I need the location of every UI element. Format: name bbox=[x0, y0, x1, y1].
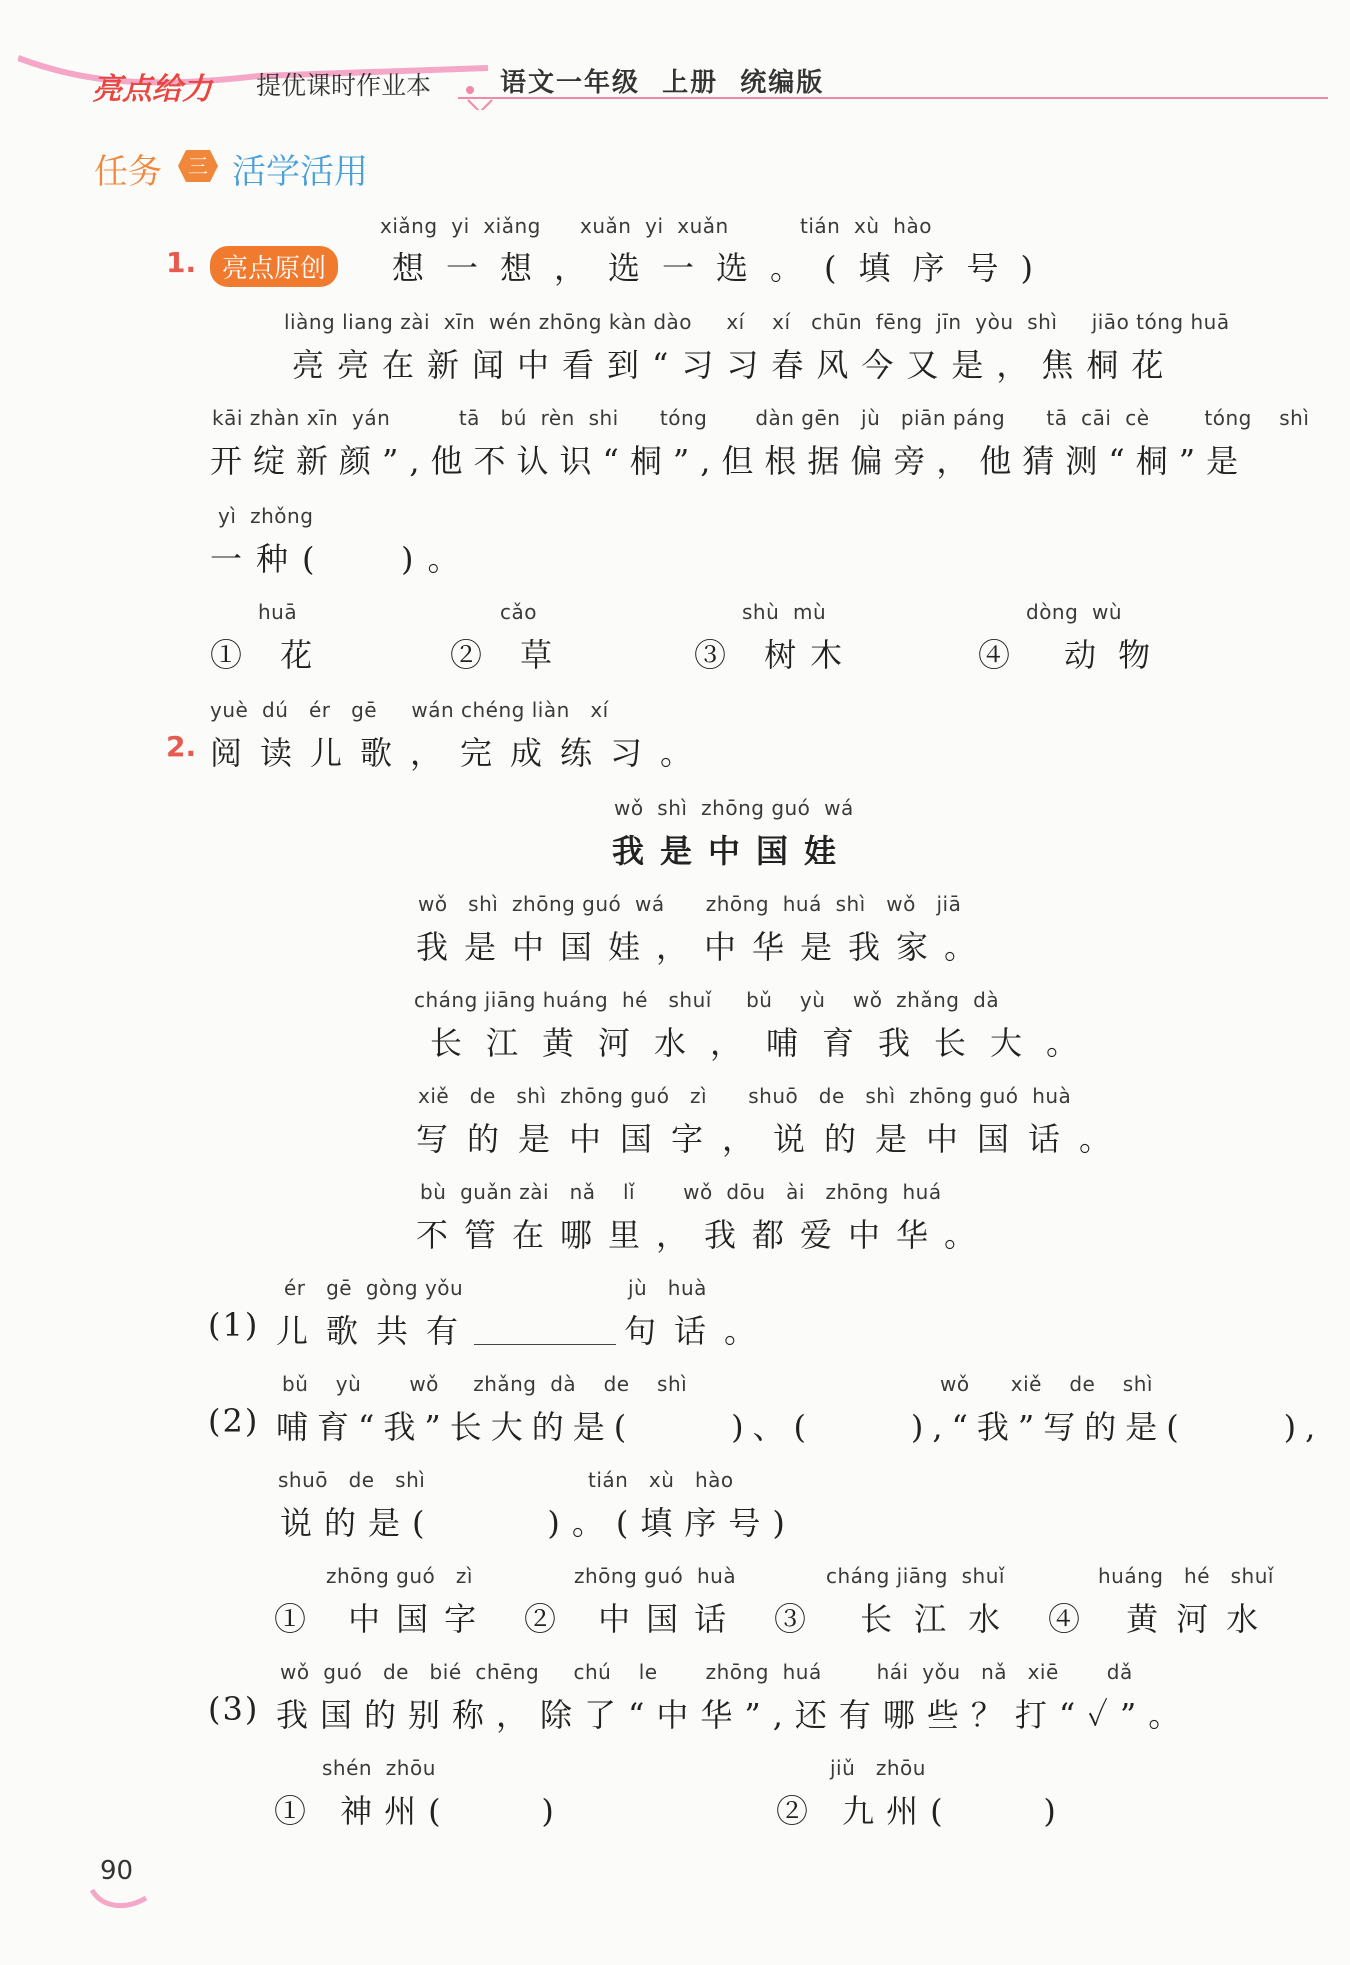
q1-option-pinyin: dòng wù bbox=[1026, 600, 1123, 624]
q1-title: 想一想，选一选。(填序号) bbox=[392, 249, 1055, 287]
q1-option: ③ 树木 bbox=[694, 636, 857, 674]
q1-option-pinyin: shù mù bbox=[742, 600, 827, 624]
q1-line3-pinyin: yì zhǒng bbox=[218, 504, 314, 528]
q2-title: 阅读儿歌，完成练习。 bbox=[210, 734, 711, 772]
header-subtitle: 提优课时作业本 bbox=[256, 71, 432, 100]
q1-line1: 亮亮在新闻中看到“习习春风今又是，焦桐花 bbox=[292, 346, 1177, 384]
sub2-option: ③ 长江水 bbox=[774, 1600, 1023, 1638]
task-number-badge bbox=[178, 148, 218, 184]
poem-line: 不管在哪里，我都爱中华。 bbox=[416, 1216, 993, 1254]
sub2-option-pinyin: zhōng guó huà bbox=[574, 1564, 737, 1588]
sub1-label: (1) bbox=[208, 1306, 260, 1344]
sub2-option-pinyin: huáng hé shuǐ bbox=[1098, 1564, 1274, 1588]
sub2-text: 哺育“我”长大的是( )、( ),“我”写的是( ), bbox=[276, 1408, 1325, 1446]
sub3-pinyin: wǒ guó de bié chēng chú le zhōng huá hái yǒu nǎ xiē dǎ bbox=[280, 1660, 1133, 1684]
q1-line1-pinyin: liàng liang zài xīn wén zhōng kàn dào xí xí chūn fēng jīn yòu shì jiāo tóng huā bbox=[284, 310, 1230, 334]
q1-title-pinyin-a: xiǎng yi xiǎng bbox=[380, 214, 541, 238]
poem-line-pinyin: bù guǎn zài nǎ lǐ wǒ dōu ài zhōng huá bbox=[420, 1180, 942, 1204]
sub3-label: (3) bbox=[208, 1690, 260, 1728]
sub2-option-pinyin: cháng jiāng shuǐ bbox=[826, 1564, 1005, 1588]
sub2-text2: 说的是( )。(填序号) bbox=[280, 1504, 797, 1542]
poem-title-pinyin: wǒ shì zhōng guó wá bbox=[614, 796, 854, 820]
q2-title-pinyin: yuè dú ér gē wán chéng liàn xí bbox=[210, 698, 609, 722]
q1-option: ② 草 bbox=[450, 636, 567, 674]
sub2-pinyin-d: tián xù hào bbox=[588, 1468, 734, 1492]
sub3-option-pinyin: shén zhōu bbox=[322, 1756, 436, 1780]
poem-line-pinyin: cháng jiāng huáng hé shuǐ bǔ yù wǒ zhǎng dà bbox=[414, 988, 1000, 1012]
q1-number: 1. bbox=[166, 246, 197, 279]
q1-badge: 亮点原创 bbox=[210, 246, 338, 287]
sub2-pinyin-b: wǒ xiě de shì bbox=[940, 1372, 1153, 1396]
poem-line-pinyin: xiě de shì zhōng guó zì shuō de shì zhōng guó huà bbox=[418, 1084, 1072, 1108]
sub3-option: ① 神州( ) bbox=[274, 1792, 566, 1830]
sub2-label: (2) bbox=[208, 1402, 260, 1440]
task-number: 三 bbox=[188, 154, 208, 178]
q1-option-pinyin: cǎo bbox=[500, 600, 537, 624]
sub2-pinyin-a: bǔ yù wǒ zhǎng dà de shì bbox=[282, 1372, 688, 1396]
header-brand: 亮点给力 bbox=[92, 72, 212, 107]
poem-line: 我是中国娃，中华是我家。 bbox=[416, 928, 993, 966]
poem-line: 写的是中国字，说的是中国话。 bbox=[416, 1120, 1131, 1158]
q1-line2-pinyin: kāi zhàn xīn yán tā bú rèn shi tóng dàn gēn jù piān páng tā cāi cè tóng shì bbox=[212, 406, 1310, 430]
q1-line3: 一种( )。 bbox=[210, 540, 474, 578]
task-title: 活学活用 bbox=[232, 152, 368, 192]
sub3-option: ② 九州( ) bbox=[776, 1792, 1068, 1830]
sub3-option-pinyin: jiǔ zhōu bbox=[830, 1756, 926, 1780]
q2-number: 2. bbox=[166, 730, 197, 763]
q1-title-pinyin-c: tián xù hào bbox=[800, 214, 932, 238]
sub1-pinyin-b: jù huà bbox=[628, 1276, 707, 1300]
poem-line: 长江黄河水，哺育我长大。 bbox=[430, 1024, 1103, 1062]
q1-option: ① 花 bbox=[210, 636, 327, 674]
q1-option: ④ 动物 bbox=[978, 636, 1173, 674]
sub1-pinyin-a: ér gē gòng yǒu bbox=[284, 1276, 464, 1300]
sub2-option-pinyin: zhōng guó zì bbox=[326, 1564, 473, 1588]
q1-line2: 开绽新颜”,他不认识“桐”,但根据偏旁，他猜测“桐”是 bbox=[210, 442, 1250, 480]
header-book-info: 语文一年级 上册 统编版 bbox=[500, 68, 825, 98]
sub2-option: ① 中国字 bbox=[274, 1600, 493, 1638]
sub1-answer-blank[interactable] bbox=[474, 1344, 616, 1345]
q1-title-pinyin-b: xuǎn yi xuǎn bbox=[580, 214, 729, 238]
sub1-text-b: 句话。 bbox=[624, 1312, 775, 1350]
page-number: 90 bbox=[100, 1856, 134, 1886]
q1-option-pinyin: huā bbox=[258, 600, 298, 624]
sub1-text-a: 儿歌共有 bbox=[276, 1312, 477, 1350]
poem-line-pinyin: wǒ shì zhōng guó wá zhōng huá shì wǒ jiā bbox=[418, 892, 962, 916]
task-label: 任务 bbox=[94, 152, 162, 192]
sub2-pinyin-c: shuō de shì bbox=[278, 1468, 426, 1492]
sub3-text: 我国的别称，除了“中华”,还有哪些？打“✓”。 bbox=[276, 1696, 1193, 1734]
sub2-option: ④ 黄河水 bbox=[1048, 1600, 1277, 1638]
poem-title: 我是中国娃 bbox=[612, 832, 853, 870]
sub2-option: ② 中国话 bbox=[524, 1600, 743, 1638]
